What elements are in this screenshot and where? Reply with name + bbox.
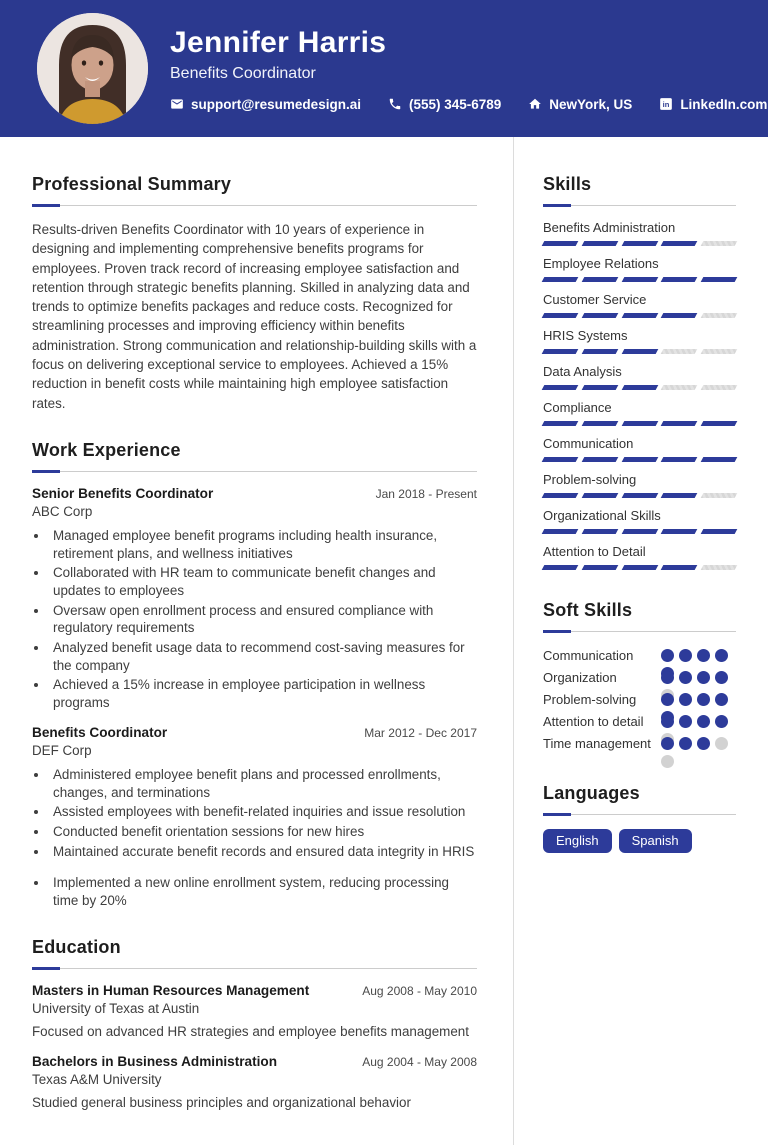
skill-item: [543, 436, 736, 462]
skill-bar-segment: [621, 349, 657, 354]
soft-skill-dot-rating: [661, 693, 736, 706]
skill-bar-segment: [542, 493, 578, 498]
skills-list: [543, 220, 736, 570]
skill-bar-segment: [701, 277, 737, 282]
bullet-item: • Collaborated with HR team to communicate benefit changes and updates to employees: [49, 564, 477, 599]
skill-label: HRIS Systems: [543, 328, 628, 343]
soft-skill-dot: [679, 715, 692, 728]
job-dates: Mar 2012 - Dec 2017: [364, 725, 477, 740]
soft-skill-dot-rating: [661, 671, 736, 684]
soft-skill-row: [543, 734, 736, 753]
soft-skill-dot: [661, 693, 674, 706]
skill-bar-segment: [542, 421, 578, 426]
contact-location[interactable]: [528, 97, 632, 112]
skill-bar-segment: [661, 529, 697, 534]
soft-skill-dot: [697, 671, 710, 684]
contact-linkedin[interactable]: [659, 97, 767, 112]
degree-title: Bachelors in Business Administration: [32, 1053, 277, 1069]
language-badge: Spanish: [619, 829, 692, 853]
education-entry: [32, 983, 477, 1039]
skill-label: Customer Service: [543, 292, 647, 307]
job-bullet-list: [32, 766, 477, 910]
linkedin-icon: [659, 97, 673, 111]
skill-item: [543, 472, 736, 498]
soft-skill-dot: [697, 693, 710, 706]
soft-skills-list: [543, 646, 736, 753]
skill-bar-segment: [661, 277, 697, 282]
soft-skill-dot: [661, 737, 674, 750]
section-languages: [543, 783, 736, 853]
skill-bar-segment: [581, 241, 617, 246]
languages-list: [543, 829, 736, 853]
job-title: Benefits Coordinator: [32, 724, 168, 740]
skill-bar-segment: [661, 241, 697, 246]
skill-bar-segment: [701, 529, 737, 534]
heading-divider: [543, 813, 736, 816]
education-description: Studied general business principles and organizational behavior: [32, 1094, 411, 1110]
contact-row: [170, 97, 767, 112]
contact-location-text: NewYork, US: [549, 96, 633, 112]
skill-item: [543, 220, 736, 246]
skill-item: [543, 328, 736, 354]
section-heading: Soft Skills: [543, 600, 633, 620]
skill-level-bar: [543, 349, 736, 354]
skill-bar-segment: [661, 349, 697, 354]
job-company: DEF Corp: [32, 742, 92, 758]
section-soft-skills: [543, 600, 736, 753]
education-description: Focused on advanced HR strategies and employee benefits management: [32, 1023, 469, 1039]
bullet-item: • Maintained accurate benefit records and ensured data integrity in HRIS: [49, 843, 477, 861]
avatar-photo: [37, 13, 148, 124]
contact-email[interactable]: [170, 97, 361, 112]
skill-level-bar: [543, 529, 736, 534]
bullet-item: • Managed employee benefit programs including health insurance, retirement plans, and wellness initiatives: [49, 527, 477, 562]
language-badge: English: [543, 829, 612, 853]
soft-skill-dot: [697, 649, 710, 662]
section-heading: Skills: [543, 174, 592, 194]
avatar: [37, 13, 148, 124]
skill-bar-segment: [581, 313, 617, 318]
soft-skill-dot: [715, 649, 728, 662]
header-info: [170, 26, 767, 112]
section-heading: Work Experience: [32, 439, 181, 460]
soft-skill-dot: [679, 737, 692, 750]
skill-level-bar: [543, 457, 736, 462]
job-entry: [32, 486, 477, 712]
skill-bar-segment: [701, 421, 737, 426]
skill-bar-segment: [701, 493, 737, 498]
soft-skill-dot: [661, 671, 674, 684]
soft-skill-dot-rating: [661, 737, 736, 750]
soft-skill-label: Organization: [543, 670, 617, 685]
svg-text:in: in: [662, 100, 670, 110]
skill-bar-segment: [581, 457, 617, 462]
heading-divider: [32, 204, 477, 207]
section-heading: Education: [32, 936, 121, 957]
soft-skill-dot: [679, 693, 692, 706]
content-columns: [0, 137, 768, 1145]
skill-level-bar: [543, 385, 736, 390]
soft-skill-dot: [697, 715, 710, 728]
skill-bar-segment: [581, 493, 617, 498]
skill-label: Employee Relations: [543, 256, 659, 271]
skill-level-bar: [543, 421, 736, 426]
skill-item: [543, 256, 736, 282]
skill-bar-segment: [542, 313, 578, 318]
person-job-title: Benefits Coordinator: [170, 64, 316, 82]
section-skills: [543, 174, 736, 570]
bullet-item: • Assisted employees with benefit-related inquiries and issue resolution: [49, 803, 477, 821]
skill-bar-segment: [542, 277, 578, 282]
skill-bar-segment: [581, 385, 617, 390]
skill-label: Communication: [543, 436, 634, 451]
jobs-container: [32, 486, 477, 910]
skill-level-bar: [543, 493, 736, 498]
school-name: University of Texas at Austin: [32, 1000, 200, 1016]
job-dates: Jan 2018 - Present: [375, 486, 477, 501]
aside-column: [514, 137, 768, 1145]
soft-skill-label: Problem-solving: [543, 692, 637, 707]
skill-item: [543, 508, 736, 534]
education-container: [32, 983, 477, 1110]
header-banner: [0, 0, 768, 137]
section-heading: Languages: [543, 783, 640, 803]
section-professional-summary: [32, 174, 477, 413]
skill-bar-segment: [621, 313, 657, 318]
skill-bar-segment: [542, 565, 578, 570]
skill-bar-segment: [581, 529, 617, 534]
education-entry: [32, 1054, 477, 1110]
skill-bar-segment: [701, 349, 737, 354]
skill-bar-segment: [581, 277, 617, 282]
job-title: Senior Benefits Coordinator: [32, 485, 214, 501]
job-entry: [32, 725, 477, 910]
person-name: Jennifer Harris: [170, 25, 387, 59]
phone-icon: [388, 97, 402, 111]
bullet-item: • Analyzed benefit usage data to recommend cost-saving measures for the company: [49, 639, 477, 674]
skill-item: [543, 544, 736, 570]
soft-skill-dot: [715, 671, 728, 684]
skill-bar-segment: [701, 385, 737, 390]
skill-bar-segment: [661, 565, 697, 570]
job-company: ABC Corp: [32, 503, 93, 519]
heading-divider: [32, 470, 477, 473]
skill-label: Benefits Administration: [543, 220, 676, 235]
contact-linkedin-text: LinkedIn.com: [680, 96, 768, 112]
soft-skill-row: [543, 646, 736, 665]
skill-bar-segment: [581, 421, 617, 426]
skill-bar-segment: [621, 421, 657, 426]
soft-skill-dot: [679, 649, 692, 662]
contact-email-text: support@resumedesign.ai: [191, 96, 361, 112]
skill-bar-segment: [621, 241, 657, 246]
skill-bar-segment: [621, 565, 657, 570]
degree-title: Masters in Human Resources Management: [32, 982, 310, 998]
skill-label: Organizational Skills: [543, 508, 661, 523]
home-icon: [528, 97, 542, 111]
skill-bar-segment: [701, 457, 737, 462]
education-dates: Aug 2004 - May 2008: [362, 1054, 477, 1069]
job-bullet-list: [32, 527, 477, 712]
heading-divider: [543, 630, 736, 633]
education-dates: Aug 2008 - May 2010: [362, 983, 477, 998]
soft-skill-dot: [697, 737, 710, 750]
contact-phone[interactable]: [388, 97, 501, 112]
soft-skill-dot: [715, 693, 728, 706]
skill-label: Compliance: [543, 400, 612, 415]
skill-bar-segment: [581, 349, 617, 354]
skill-level-bar: [543, 313, 736, 318]
skill-bar-segment: [661, 385, 697, 390]
soft-skill-dot: [661, 649, 674, 662]
skill-label: Data Analysis: [543, 364, 622, 379]
heading-divider: [32, 967, 477, 970]
skill-label: Attention to Detail: [543, 544, 646, 559]
soft-skill-dot-rating: [661, 649, 736, 662]
bullet-item: • Conducted benefit orientation sessions for new hires: [49, 823, 477, 841]
email-icon: [170, 97, 184, 111]
skill-item: [543, 292, 736, 318]
skill-bar-segment: [542, 457, 578, 462]
soft-skill-dot: [715, 715, 728, 728]
bullet-item: • Administered employee benefit plans and processed enrollments, changes, and terminations: [49, 766, 477, 801]
skill-bar-segment: [621, 493, 657, 498]
skill-bar-segment: [621, 385, 657, 390]
skill-bar-segment: [661, 457, 697, 462]
soft-skill-dot: [679, 671, 692, 684]
soft-skill-dot-rating: [661, 715, 736, 728]
skill-level-bar: [543, 277, 736, 282]
skill-bar-segment: [542, 241, 578, 246]
bullet-item: • Implemented a new online enrollment system, reducing processing time by 20%: [49, 874, 477, 909]
skill-level-bar: [543, 241, 736, 246]
soft-skill-dot: [715, 737, 728, 750]
skill-bar-segment: [621, 457, 657, 462]
skill-level-bar: [543, 565, 736, 570]
soft-skill-row: [543, 668, 736, 687]
section-education: [32, 937, 477, 1110]
skill-bar-segment: [621, 529, 657, 534]
soft-skill-row: [543, 712, 736, 731]
section-heading: Professional Summary: [32, 174, 232, 194]
skill-bar-segment: [701, 241, 737, 246]
soft-skill-label: Time management: [543, 736, 651, 751]
soft-skill-row: [543, 690, 736, 709]
section-work-experience: [32, 440, 477, 910]
skill-bar-segment: [701, 313, 737, 318]
skill-bar-segment: [542, 529, 578, 534]
skill-bar-segment: [581, 565, 617, 570]
soft-skill-label: Communication: [543, 648, 634, 663]
bullet-item: • Oversaw open enrollment process and ensured compliance with regulatory requirements: [49, 602, 477, 637]
heading-divider: [543, 204, 736, 207]
skill-item: [543, 364, 736, 390]
skill-bar-segment: [542, 385, 578, 390]
skill-bar-segment: [701, 565, 737, 570]
school-name: Texas A&M University: [32, 1071, 162, 1087]
main-column: [0, 137, 514, 1145]
skill-item: [543, 400, 736, 426]
contact-phone-text: (555) 345-6789: [408, 96, 502, 112]
soft-skill-label: Attention to detail: [543, 714, 644, 729]
skill-bar-segment: [661, 313, 697, 318]
soft-skill-dot: [661, 755, 674, 768]
skill-label: Problem-solving: [543, 472, 637, 487]
skill-bar-segment: [661, 493, 697, 498]
soft-skill-dot: [661, 715, 674, 728]
skill-bar-segment: [621, 277, 657, 282]
skill-bar-segment: [661, 421, 697, 426]
bullet-item: • Achieved a 15% increase in employee participation in wellness programs: [49, 676, 477, 711]
skill-bar-segment: [542, 349, 578, 354]
summary-text: Results-driven Benefits Coordinator with 10 years of experience in designing and implementing comprehensive benefits programs for employees. Proven track record of increasing employee satisfaction and retention through strategic benefits planning. Skilled in analyzing data and trends to optimize benefits packages and reduce costs. Recognized for streamlining processes and improving efficiency within benefits administration. Strong communication and relationship-building skills with a focus on delivering exceptional service to employees. Achieved a 15% reduction in benefit costs while maintaining high employee satisfaction rates.: [32, 222, 477, 411]
